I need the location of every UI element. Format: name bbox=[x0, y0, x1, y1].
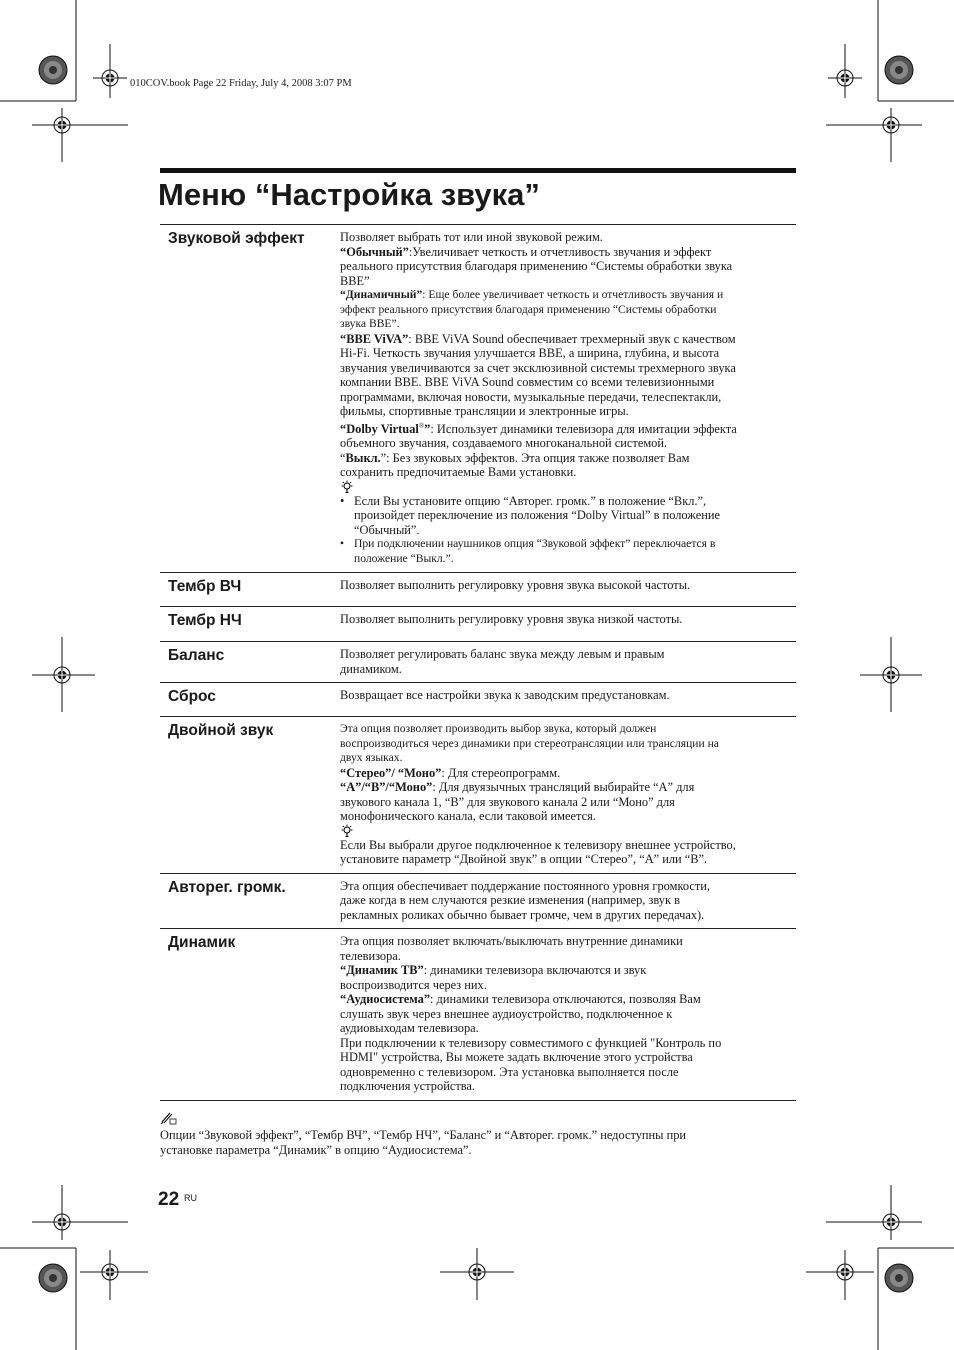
row-description: Возвращает все настройки звука к заводским предустановкам. bbox=[340, 688, 670, 703]
title-rule bbox=[160, 168, 796, 173]
row-label: Тембр НЧ bbox=[168, 612, 242, 630]
row-description: Эта опция позволяет включать/выключать внутренние динамики телевизора. “Динамик ТВ”: динамики телевизора включаются и звук воспроизводится через них. “Аудиосистема”: динамики телевизора отключаются, позволяя Вам слушать звук через внешнее аудиоустройство, подключенное к аудиовыходам телевизора. При подключении к телевизору совместимого с функцией "Контроль по HDMI" устройства, Вы можете задать включение этого устройства одновременно с телевизором. Эта установка выполняется после подключения устройства. bbox=[340, 934, 722, 1094]
page-number: 22 bbox=[158, 1189, 180, 1210]
page-title: Меню “Настройка звука” bbox=[158, 177, 540, 212]
row-label: Баланс bbox=[168, 647, 225, 665]
row-description: Эта опция позволяет производить выбор звука, который должен воспроизводиться через динамики при стереотрансляции или трансляции на двух языках. “Стерео”/ “Моно”: Для стереопрограмм. “A”/“B”/“Моно”: Для двуязычных трансляций выбирайте “A” для звукового канала 1, “B” для звукового канала 2 или “Моно” для монофонического канала, если таковой имеется. Если Вы выбрали другое подключенное к телевизору внешнее устройство, установите параметр “Двойной звук” в опции “Стерео”, “A” или “B”. bbox=[340, 722, 736, 867]
tip-item: • Если Вы установите опцию “Авторег. громк.” в положение “Вкл.”, произойдет переключение из положения “Dolby Virtual” в положение “Обычный”. bbox=[340, 493, 720, 537]
file-info-header: 010COV.book Page 22 Friday, July 4, 2008 3:07 PM bbox=[130, 78, 352, 89]
row-label: Звуковой эффект bbox=[168, 230, 305, 247]
row-reset bbox=[160, 683, 796, 717]
row-sound-effect bbox=[160, 225, 796, 573]
row-description: Позволяет выбрать тот или иной звуковой режим. “Обычный”:Увеличивает четкость и отчетливость звучания и эффект реального присутствия благодаря применению “Системы обработки звука BBE” “Динамичный”: Еще более увеличивает четкость и отчетливость звучания и эффект реального присутствия благодаря применению “Системы обработки звука BBE”. “BBE ViVA”: BBE ViVA Sound обеспечивает трехмерный звук с качеством Hi-Fi. Четкость звучания улучшается BBE, а ширина, глубина, и высота звучания увеличиваются за счет эксклюзивной системы трехмерного звука компании BBE. BBE ViVA Sound совместим со всеми телевизионными программами, включая новости, музыкальные передачи, телеспектакли, фильмы, спортивные трансляции и электронные игры. “Dolby Virtual®”: Использует динамики телевизора для имитации эффекта объемного звучания, создаваемого многоканальной системой. “Выкл.”: Без звуковых эффектов. Эта опция также позволяет Вам сохранить предпочитаемые Вами установки. • Если Вы установите опцию “Авторег. громк.” в положение “Вкл.”, произойдет переключение из положения “Dolby Virtual” в положение “Обычный”. • При подключении наушников опция “Звуковой эффект” переключается в положение “Выкл.”. bbox=[334, 225, 796, 572]
row-label: Двойной звук bbox=[168, 722, 274, 740]
row-description: Позволяет регулировать баланс звука между левым и правым динамиком. bbox=[340, 647, 665, 676]
lightbulb-icon bbox=[340, 480, 354, 494]
row-speaker bbox=[160, 929, 796, 1101]
tip-item: • При подключении наушников опция “Звуковой эффект” переключается в положение “Выкл.”. bbox=[340, 537, 716, 565]
row-auto-volume bbox=[160, 874, 796, 930]
settings-table bbox=[160, 224, 796, 1101]
row-dual-sound bbox=[160, 717, 796, 874]
row-label: Тембр ВЧ bbox=[168, 578, 242, 596]
row-treble bbox=[160, 573, 796, 607]
row-balance bbox=[160, 642, 796, 683]
row-label: Сброс bbox=[168, 688, 216, 706]
row-description: Эта опция обеспечивает поддержание постоянного уровня громкости, даже когда в нем случаются резкие изменения (например, звук в рекламных роликах обычно бывает громче, чем в других передачах). bbox=[340, 878, 710, 922]
row-label: Авторег. громк. bbox=[168, 878, 286, 896]
page-language: RU bbox=[184, 1193, 197, 1203]
row-description: Позволяет выполнить регулировку уровня звука низкой частоты. bbox=[340, 612, 683, 627]
row-description: Позволяет выполнить регулировку уровня звука высокой частоты. bbox=[340, 578, 691, 593]
footnote: Опции “Звуковой эффект”, “Тембр ВЧ”, “Тембр НЧ”, “Баланс” и “Авторег. громк.” недоступны при установке параметра “Динамик” в опцию “Аудиосистема”. bbox=[160, 1110, 796, 1157]
lightbulb-icon bbox=[340, 824, 354, 838]
row-label: Динамик bbox=[168, 934, 236, 952]
row-bass bbox=[160, 607, 796, 642]
pencil-note-icon bbox=[160, 1110, 178, 1126]
